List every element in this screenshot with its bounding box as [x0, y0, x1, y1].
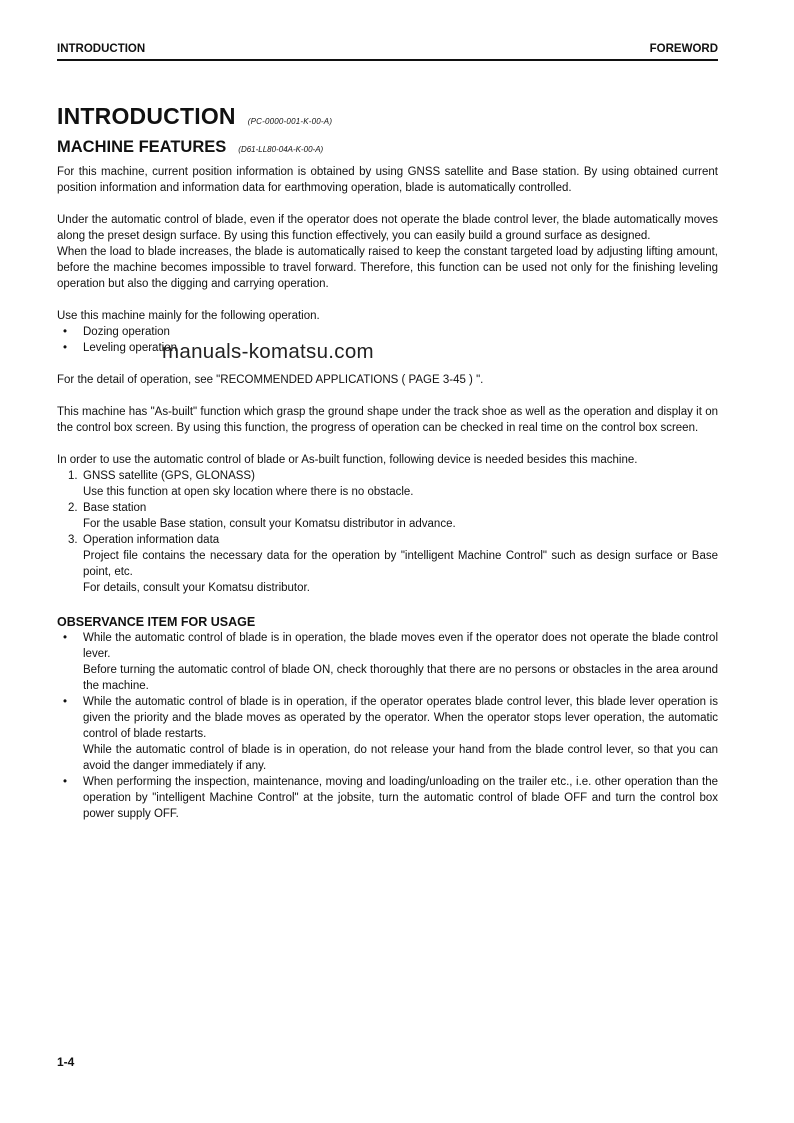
running-header	[57, 43, 718, 59]
paragraph: Use this machine mainly for the following operation.	[57, 310, 320, 322]
header-rule	[57, 59, 718, 61]
subtitle-code: (D61-LL80-04A-K-00-A)	[238, 145, 324, 154]
section-title	[57, 138, 323, 157]
numbered-item-detail: Project file contains the necessary data for the operation by "intelligent Machine Control" such as design surface or Base point, etc.	[83, 550, 718, 578]
list-item: • While the automatic control of blade is in operation, the blade moves even if the operator does not operate the blade control lever. Before turning the automatic control of blade ON, check thoroughly that there are no persons or obstacles in the area around the machine.	[63, 632, 718, 692]
paragraph: This machine has "As-built" function which grasp the ground shape under the track shoe as well as the operation and display it on the control box screen. By using this function, the progress of operation can be checked in real time on the control box screen.	[57, 406, 718, 434]
header-section: INTRODUCTION	[57, 43, 146, 55]
section-heading: OBSERVANCE ITEM FOR USAGE	[57, 615, 256, 629]
title-code: (PC-0000-001-K-00-A)	[247, 117, 333, 126]
list-item: • Dozing operation	[63, 326, 170, 338]
body-text	[57, 164, 718, 822]
watermark: manuals-komatsu.com	[162, 340, 374, 363]
numbered-item: 1. GNSS satellite (GPS, GLONASS)	[68, 470, 255, 482]
title-text: INTRODUCTION	[57, 103, 236, 129]
numbered-item: 2. Base station	[68, 502, 147, 514]
subtitle-text: MACHINE FEATURES	[57, 138, 227, 156]
list-item: • Leveling operation	[63, 342, 177, 354]
paragraph: Under the automatic control of blade, even if the operator does not operate the blade control lever, the blade automatically moves along the preset design surface. By using this function effectively, you can easily build a ground surface as designed.	[57, 214, 718, 242]
document-page	[57, 0, 718, 1123]
list-item: • While the automatic control of blade is in operation, if the operator operates blade control lever, this blade lever operation is given the priority and the blade moves as operated by the operator. When the operator stops lever operation, the automatic control of blade restarts. While the automatic control of blade is in operation, do not release your hand from the blade control lever, so that you can avoid the danger immediately if any.	[63, 696, 718, 772]
numbered-item-detail: For the usable Base station, consult your Komatsu distributor in advance.	[83, 518, 456, 530]
numbered-item: 3. Operation information data	[68, 534, 220, 546]
page-title	[57, 103, 332, 130]
bullet-mark: •	[63, 342, 68, 354]
bullet-mark: •	[63, 776, 68, 788]
numbered-item-detail: Use this function at open sky location where there is no obstacle.	[83, 486, 414, 498]
paragraph: For the detail of operation, see "RECOMMENDED APPLICATIONS ( PAGE 3-45 ) ".	[57, 374, 484, 386]
page-number: 1-4	[57, 1055, 75, 1069]
bullet-mark: •	[63, 632, 68, 644]
header-chapter: FOREWORD	[649, 43, 718, 55]
numbered-item-detail: For details, consult your Komatsu distributor.	[83, 582, 310, 594]
bullet-mark: •	[63, 326, 68, 338]
bullet-mark: •	[63, 696, 68, 708]
paragraph: For this machine, current position information is obtained by using GNSS satellite and Base station. By using obtained current position information and information data for earthmoving operation, blade is automatically controlled.	[57, 166, 718, 194]
paragraph: In order to use the automatic control of blade or As-built function, following device is needed besides this machine.	[57, 454, 638, 466]
paragraph: When the load to blade increases, the blade is automatically raised to keep the constant targeted load by adjusting lifting amount, before the machine becomes impossible to travel forward. Therefore, this function can be used not only for the finishing leveling operation but also the digging and carrying operation.	[57, 246, 718, 290]
list-item: • When performing the inspection, maintenance, moving and loading/unloading on the trailer etc., i.e. other operation than the operation by "intelligent Machine Control" at the jobsite, turn the automatic control of blade OFF and turn the control box power supply OFF.	[63, 776, 718, 820]
